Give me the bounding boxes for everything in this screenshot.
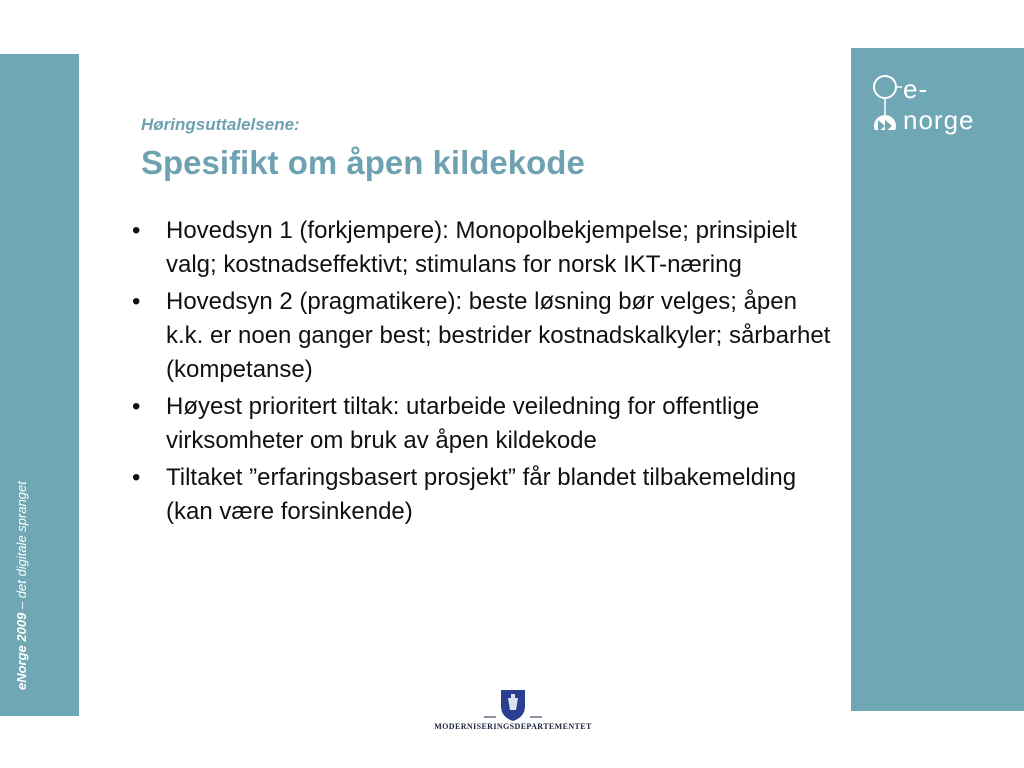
sidebar-separator: –	[14, 598, 29, 613]
enorge-logo-text: e-norge	[903, 74, 975, 135]
sidebar-caption	[14, 481, 29, 690]
coat-of-arms-icon	[432, 686, 594, 722]
enorge-logo	[869, 60, 999, 135]
bullet-item	[132, 214, 837, 282]
bullet-dot: •	[132, 288, 141, 315]
bullet-text: Hovedsyn 2 (pragmatikere): beste løsning bør velges; åpen k.k. er noen ganger best; bestrider kostnadskalkyler; sårbarhet (kompetanse)	[166, 288, 831, 383]
bullet-dot: •	[132, 393, 141, 420]
right-sidebar-band	[851, 48, 1024, 711]
slide-title: Spesifikt om åpen kildekode	[141, 144, 585, 181]
bullet-dot: •	[132, 217, 141, 244]
ministry-name: MODERNISERINGSDEPARTEMENTET	[434, 722, 592, 731]
bullet-text: Tiltaket ”erfaringsbasert prosjekt” får blandet tilbakemelding (kan være forsinkende)	[166, 464, 797, 525]
bullet-list	[132, 214, 837, 532]
sidebar-tagline: det digitale spranget	[14, 481, 29, 599]
bullet-item	[132, 285, 837, 387]
left-sidebar-band	[0, 54, 79, 716]
bullet-text: Hovedsyn 1 (forkjempere): Monopolbekjempelse; prinsipielt valg; kostnadseffektivt; stimulans for norsk IKT-næring	[166, 217, 797, 278]
ministry-logo	[432, 686, 594, 740]
fast-forward-icon	[874, 115, 896, 130]
bullet-item	[132, 390, 837, 458]
bullet-item	[132, 461, 837, 529]
bullet-dot: •	[132, 464, 141, 491]
slide-subtitle: Høringsuttalelsene:	[141, 115, 300, 134]
bullet-text: Høyest prioritert tiltak: utarbeide veiledning for offentlige virksomheter om bruk av åpen kildekode	[166, 393, 760, 454]
sidebar-brand: eNorge 2009	[14, 612, 29, 690]
